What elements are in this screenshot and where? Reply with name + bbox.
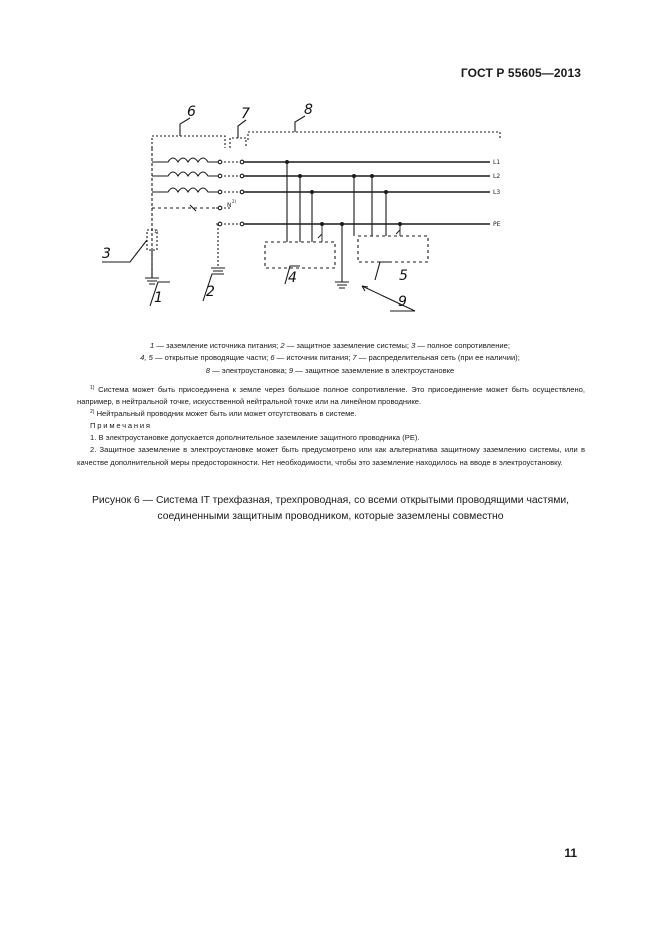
pe-grounding [335,223,349,288]
callout-numbers [102,102,408,310]
callout-9: 9 [398,294,407,310]
legend-line-2: 4, 5 — открытые проводящие части; 6 — источник питания; 7 — распределительная сеть (при ее наличии); [140,353,520,363]
callout-1: 1 [154,290,163,306]
callout-leaders [102,240,415,311]
figure-legend [60,340,600,377]
conductor-labels [154,159,501,234]
footnote-2: $^{2)}$ Нейтральный проводник может быть или может отсутствовать в системе. [90,409,357,419]
callout-7: 7 [241,106,250,122]
conductors [244,162,490,224]
label-l1: L1 [493,159,501,166]
label-pe: PE [493,221,501,228]
source-grounding [145,224,225,284]
notes-heading: Примечания [90,421,152,431]
note-item-2: 2. Защитное заземление в электроустановке может быть предусмотрено или как альтернатива защитному заземлению системы, или в качестве дополнительной меры предосторожности. Нет необходимости, чтобы это заземление находилось на вводе в электроустановку. [77,445,585,467]
label-l3: L3 [493,189,501,196]
footnote-1: $^{1)}$ Система может быть присоединена к земле через большое полное сопротивление. Это присоединение может быть осуществлено, например, в нейтральной точке, искусственной нейтральной точке или на линейном проводнике. [77,385,585,407]
figure-notes [77,384,585,469]
note-item-1: 1. В электроустановке допускается дополнительное заземление защитного проводника (PE). [90,433,420,443]
callout-8: 8 [304,102,313,118]
label-n: N [227,202,232,209]
callout-4: 4 [288,270,297,286]
document-code: ГОСТ Р 55605—2013 [460,66,581,80]
it-system-diagram [90,96,530,326]
callout-2: 2 [206,284,215,300]
callout-5: 5 [399,268,408,284]
label-l2: L2 [493,173,501,180]
dimension-brackets [152,116,500,148]
legend-line-1: 1 — заземление источника питания; 2 — защитное заземление системы; 3 — полное сопротивление; [150,341,510,350]
source-windings [152,148,216,276]
figure-caption [40,493,621,525]
caption-line-1: Рисунок 6 — Система IT трехфазная, трехпроводная, со всеми открытыми проводящими частями, [91,495,570,506]
equipment-5 [353,175,428,262]
callout-6: 6 [187,104,196,120]
footnote-mark-1: 1) [154,229,159,234]
legend-line-3: 8 — электроустановка; 9 — защитное заземление в электроустановке [205,365,455,375]
page-number: 11 [564,846,577,860]
footnote-mark-2: 2) [232,199,237,204]
caption-line-2: соединенными защитным проводником, которые заземлены совместно [157,511,504,522]
terminals [216,160,244,226]
callout-3: 3 [102,246,111,262]
